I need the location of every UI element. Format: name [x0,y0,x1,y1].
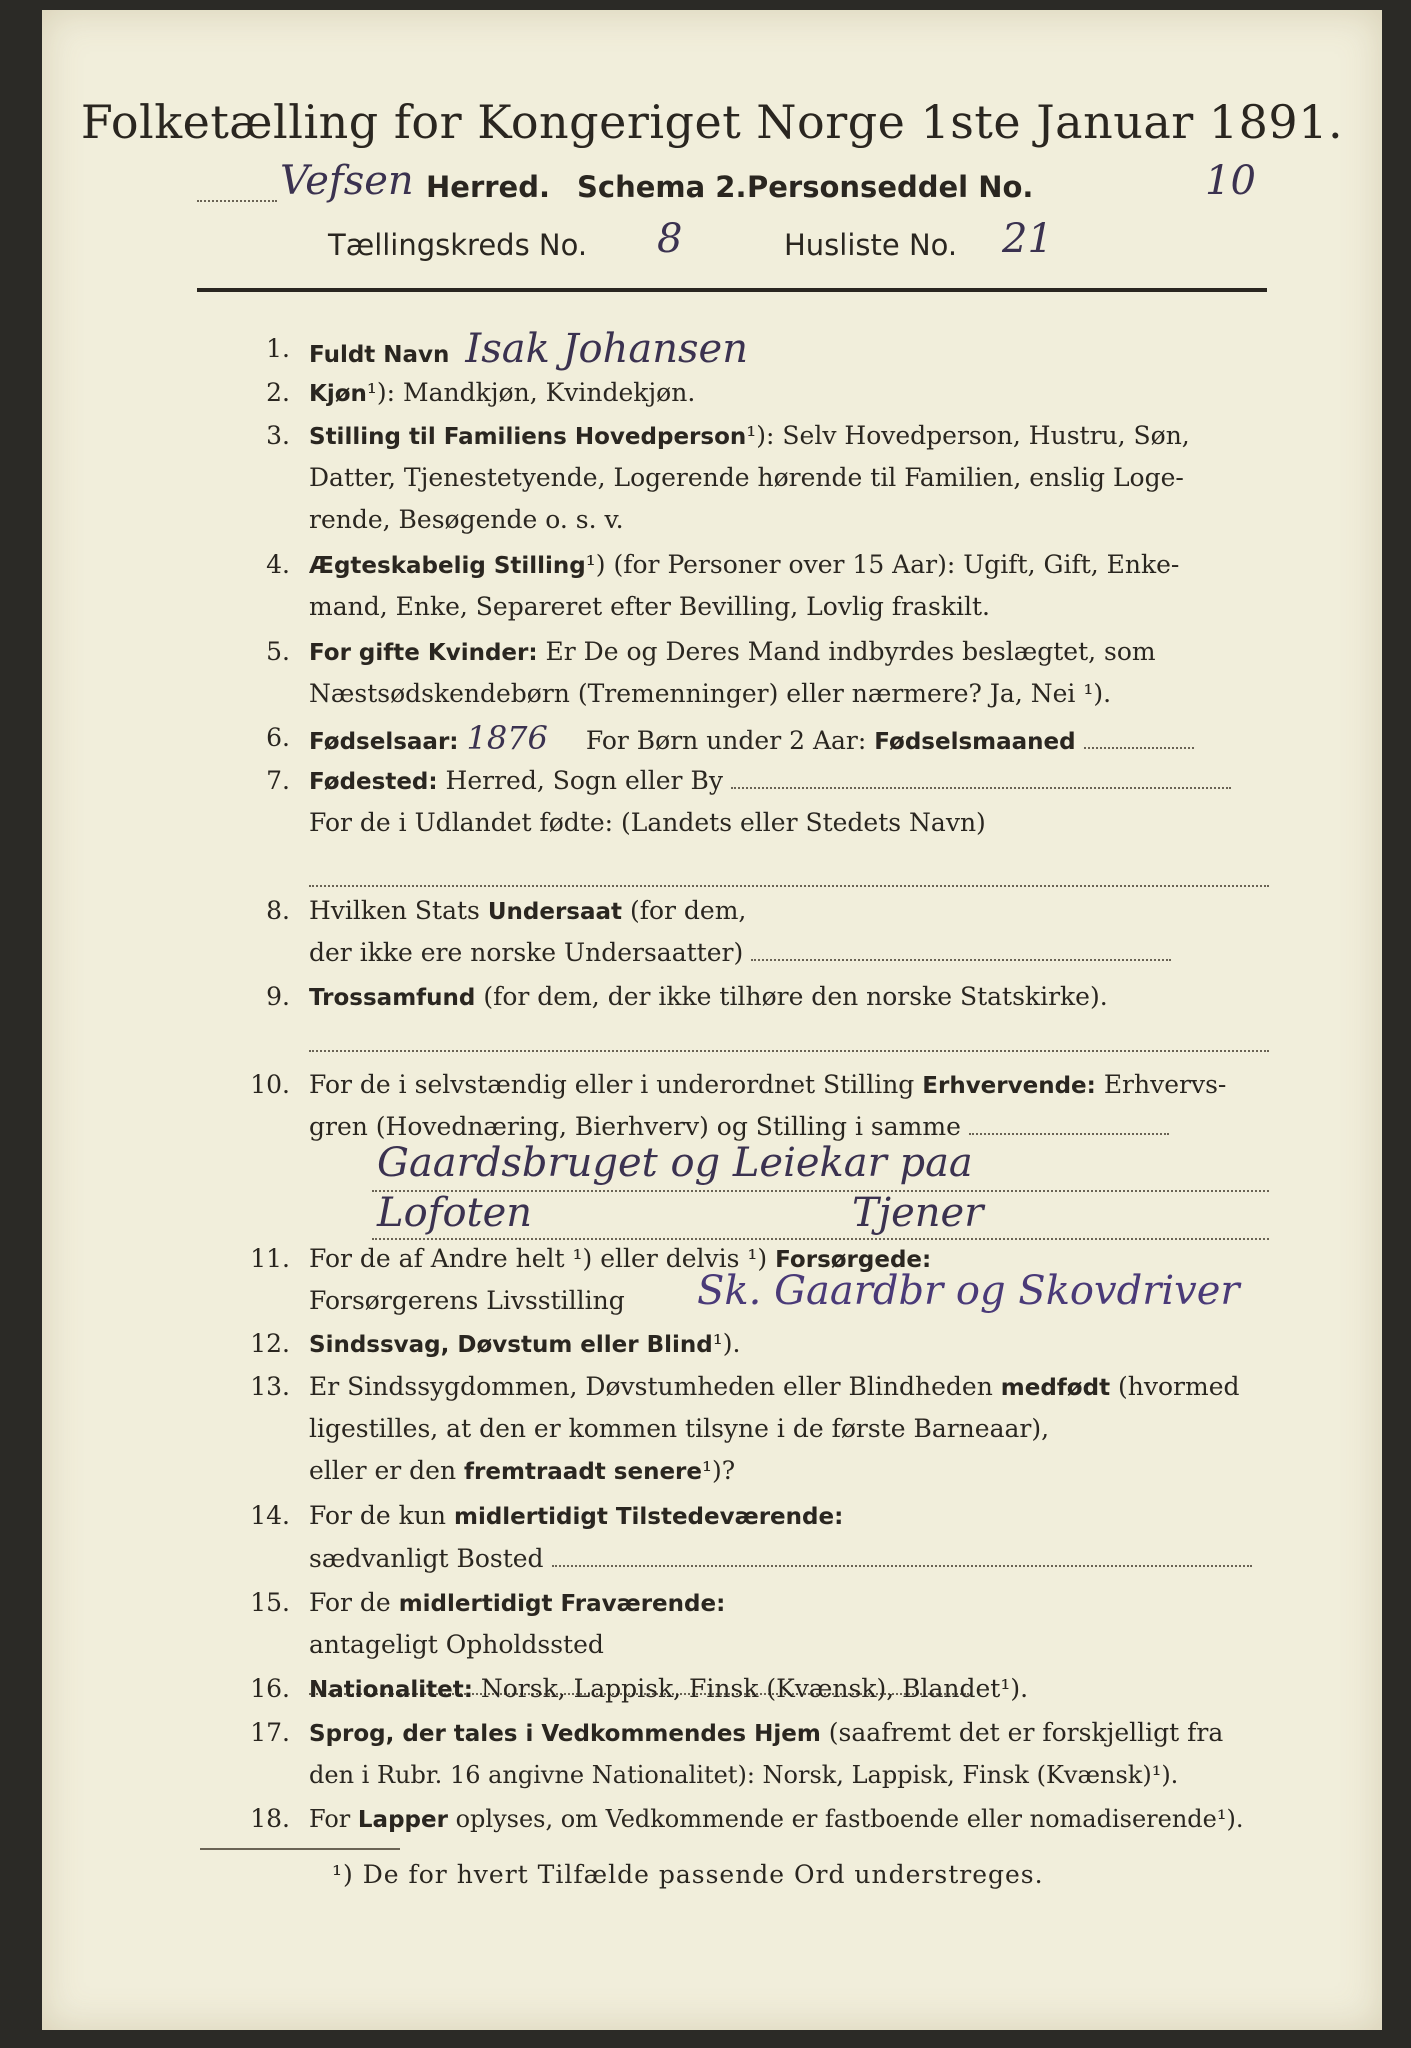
erhverv-value-2: Lofoten [377,1190,533,1236]
item-17-line1 [309,1712,1269,1755]
stilling-options-3: rende, Besøgende o. s. v. [309,505,624,534]
label-kjon: Kjøn [309,381,367,407]
erhverv-pre: For de i selvstændig eller i underordnet Stilling [309,1070,915,1099]
item-7-line1 [309,760,1269,803]
item-13-line3 [309,1450,1269,1493]
fravaerende-pre: For de [309,1588,391,1617]
item-number: 14. [250,1501,290,1530]
item-8-line1 [309,890,1269,933]
item-number: 13. [250,1372,290,1401]
undersaat-pre: Hvilken Stats [309,896,480,925]
dotted-fill [197,180,277,202]
fodested-options: Herred, Sogn eller By [445,766,723,795]
item-5-line1 [309,631,1269,674]
item-13-line1 [309,1366,1269,1409]
sprog-text-2: den i Rubr. 16 angivne Nationalitet): Norsk, Lappisk, Finsk (Kvænsk)¹). [309,1761,1179,1789]
dotted-fill [751,939,1171,961]
label-fodested: Fødested: [309,769,438,795]
label-trossamfund: Trossamfund [309,985,476,1011]
item-number: 11. [250,1244,290,1273]
item-15-line1 [309,1582,1269,1625]
item-1-text [309,328,1269,376]
item-2-text [309,372,1269,415]
nationalitet-options: Norsk, Lappisk, Finsk (Kvænsk), Blandet¹). [480,1674,1029,1703]
item-18-text [309,1798,1269,1841]
label-forsorgede: Forsørgede: [775,1247,932,1273]
item-9-text [309,976,1269,1019]
item-16-text [309,1668,1269,1711]
aegteskab-options-1: ¹) (for Personer over 15 Aar): Ugift, Gift, Enke- [585,550,1180,579]
herred-label: Herred. [426,170,550,204]
dotted-fill [1084,727,1194,749]
item-6-text [309,717,1269,763]
herred-value: Vefsen [280,158,414,204]
footnote-divider [200,1848,400,1850]
item-number: 4. [266,550,290,579]
label-fodselsaar: Fødselsaar: [309,729,459,755]
label-stilling: Stilling til Familiens Hovedperson [309,424,747,450]
forsorgede-pre: For de af Andre helt ¹) eller delvis ¹) [309,1244,768,1273]
label-gifte-kvinder: For gifte Kvinder: [309,640,538,666]
label-nationalitet: Nationalitet: [309,1677,473,1703]
husliste-value: 21 [1002,216,1053,262]
stilling-options-1: ¹): Selv Hovedperson, Hustru, Søn, [746,421,1190,450]
fodselsaar-value: 1876 [466,719,548,757]
schema-label: Schema 2. [577,170,747,204]
aegteskab-options-2: mand, Enke, Separeret efter Bevilling, Lovlig fraskilt. [309,592,990,621]
label-erhvervende: Erhvervende: [922,1073,1096,1099]
label-fravaerende: midlertidigt Fraværende: [398,1591,726,1617]
erhverv-value-3: Tjener [852,1190,984,1236]
undersaat-text-2: der ikke ere norske Undersaatter) [309,938,744,967]
item-number: 3. [266,421,290,450]
stilling-options-2: Datter, Tjenestetyende, Logerende hørende til Familien, enslig Loge- [309,463,1184,492]
senere-rest: ¹)? [702,1456,736,1485]
item-number: 16. [250,1674,290,1703]
senere-pre: eller er den [309,1456,457,1485]
personseddel-label: Personseddel No. [747,170,1034,204]
item-number: 1. [266,334,290,363]
item-number: 18. [250,1804,290,1833]
udlandet-text: For de i Udlandet fødte: (Landets eller Stedets Navn) [309,808,986,837]
sprog-text-1: (saafremt det er forskjelligt fra [828,1718,1224,1747]
item-number: 9. [266,982,290,1011]
item-number: 2. [266,378,290,407]
blank-line [309,1048,1269,1052]
form-title: Folketælling for Kongeriget Norge 1ste Januar 1891. [80,95,1344,149]
label-fuldt-navn: Fuldt Navn [309,342,450,368]
dotted-fill [552,1545,1252,1567]
item-12-text [309,1323,1269,1366]
label-sindssvag: Sindssvag, Døvstum eller Blind [309,1332,713,1358]
item-number: 15. [250,1588,290,1617]
label-lapper: Lapper [357,1807,448,1833]
lapper-text: oplyses, om Vedkommende er fastboende eller nomadiserende¹). [455,1805,1244,1833]
item-number: 5. [266,637,290,666]
label-senere: fremtraadt senere [464,1459,702,1485]
dotted-fill [731,767,1231,789]
item-3-line1 [309,415,1269,458]
item-14-line1 [309,1495,1269,1538]
item-4-line1 [309,544,1269,587]
label-fodselsmaaned: Fødselsmaaned [874,729,1076,755]
erhverv-value-1: Gaardsbruget og Leiekar paa [377,1140,973,1186]
footnote: ¹) De for hvert Tilfælde passende Ord understreges. [332,1860,1044,1889]
label-aegteskabelig: Ægteskabelig Stilling [309,553,586,579]
barneaar-text: ligestilles, at den er kommen tilsyne i de første Barneaar), [309,1414,1050,1443]
label-medfodt: medfødt [1000,1375,1111,1401]
lapper-pre: For [309,1805,351,1833]
gifte-question-2: Næstsødskendebørn (Tremenninger) eller nærmere? Ja, Nei ¹). [309,679,1112,708]
gifte-question-1: Er De og Deres Mand indbyrdes beslægtet, som [545,637,1156,666]
item-number: 17. [250,1718,290,1747]
header-rule [197,288,1267,292]
item-number: 10. [250,1070,290,1099]
erhverv-text-1: Erhvervs- [1103,1070,1227,1099]
forsorger-value: Sk. Gaardbr og Skovdriver [697,1268,1240,1314]
undersaat-text-1: (for dem, [629,896,747,925]
kjon-options: ¹): Mandkjøn, Kvindekjøn. [366,378,696,407]
kreds-label: Tællingskreds No. [328,228,588,262]
item-number: 12. [250,1329,290,1358]
label-undersaat: Undersaat [487,899,623,925]
blank-line [309,883,1269,887]
forsorger-label: Forsørgerens Livsstilling [309,1286,625,1315]
item-8-line2 [309,932,1269,974]
census-form-page [42,10,1382,2030]
name-value: Isak Johansen [465,326,748,372]
opholdssted-label: antageligt Opholdssted [309,1630,604,1659]
item-number: 8. [266,896,290,925]
item-number: 6. [266,723,290,752]
kreds-value: 8 [657,216,683,262]
medfodt-text: Er Sindssygdommen, Døvstumheden eller Blindheden [309,1372,993,1401]
medfodt-text-2: (hvormed [1118,1372,1240,1401]
sindssvag-rest: ¹). [712,1329,741,1358]
bosted-label: sædvanligt Bosted [309,1544,544,1573]
item-14-line2 [309,1538,1269,1580]
item-10-line1 [309,1064,1269,1107]
personseddel-value: 10 [1205,158,1256,204]
item-number: 7. [266,766,290,795]
label-sprog: Sprog, der tales i Vedkommendes Hjem [309,1721,821,1747]
erhverv-text-2: gren (Hovednæring, Bierhverv) og Stilling i samme [309,1112,961,1141]
husliste-label: Husliste No. [784,228,958,262]
tilstede-pre: For de kun [309,1501,447,1530]
born-label: For Børn under 2 Aar: [585,726,867,755]
trossamfund-text: (for dem, der ikke tilhøre den norske Statskirke). [483,982,1108,1011]
label-tilstede: midlertidigt Tilstedeværende: [453,1504,844,1530]
dotted-fill [969,1113,1169,1135]
